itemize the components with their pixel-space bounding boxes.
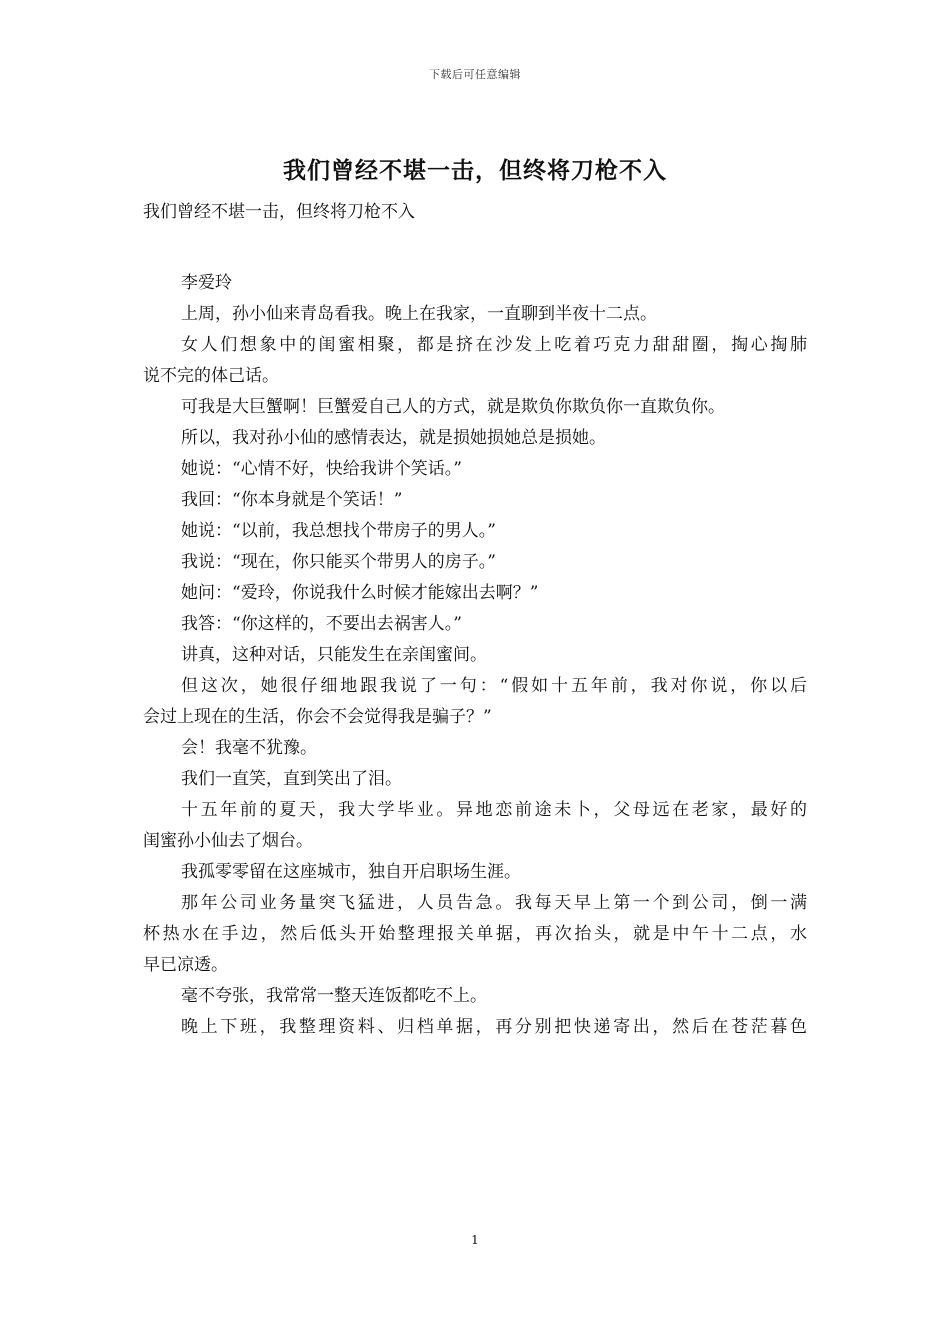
subtitle-line: 我们曾经不堪一击，但终将刀枪不入 — [143, 202, 415, 222]
paragraph-line: 晚上下班，我整理资料、归档单据，再分别把快递寄出，然后在苍茫暮色 — [181, 1017, 807, 1037]
paragraph-line: 会过上现在的生活，你会不会觉得我是骗子？” — [143, 707, 492, 727]
paragraph-line: 她说：“心情不好，快给我讲个笑话。” — [181, 459, 462, 479]
paragraph-line: 可我是大巨蟹啊！巨蟹爱自己人的方式，就是欺负你欺负你一直欺负你。 — [181, 397, 725, 417]
paragraph-line: 我们一直笑，直到笑出了泪。 — [181, 769, 402, 789]
paragraph-line: 我答：“你这样的，不要出去祸害人。” — [181, 614, 462, 634]
paragraph-line: 我说：“现在，你只能买个带男人的房子。” — [181, 552, 496, 572]
paragraph-line: 杯热水在手边，然后低头开始整理报关单据，再次抬头，就是中午十二点，水 — [143, 924, 807, 944]
paragraph-line: 我孤零零留在这座城市，独自开启职场生涯。 — [181, 862, 521, 882]
paragraph-line: 但这次，她很仔细地跟我说了一句：“假如十五年前，我对你说，你以后 — [181, 676, 807, 696]
blank-line — [143, 228, 807, 268]
paragraph-line: 她说：“以前，我总想找个带房子的男人。” — [181, 521, 496, 541]
page-header-note: 下载后可任意编辑 — [429, 68, 521, 81]
paragraph-line: 会！我毫不犹豫。 — [181, 738, 317, 758]
document-body — [143, 197, 807, 1043]
paragraph-line: 上周，孙小仙来青岛看我。晚上在我家，一直聊到半夜十二点。 — [181, 304, 657, 324]
paragraph-line: 十五年前的夏天，我大学毕业。异地恋前途未卜，父母远在老家，最好的 — [181, 800, 807, 820]
paragraph-line: 那年公司业务量突飞猛进，人员告急。我每天早上第一个到公司，倒一满 — [181, 893, 807, 913]
paragraph-line: 早已凉透。 — [143, 955, 228, 975]
paragraph-line: 说不完的体己话。 — [143, 366, 279, 386]
author-line: 李爱玲 — [181, 273, 232, 293]
paragraph-line: 闺蜜孙小仙去了烟台。 — [143, 831, 313, 851]
paragraph-line: 讲真，这种对话，只能发生在亲闺蜜间。 — [181, 645, 487, 665]
paragraph-line: 女人们想象中的闺蜜相聚，都是挤在沙发上吃着巧克力甜甜圈，掏心掏肺 — [181, 335, 807, 355]
paragraph-line: 所以，我对孙小仙的感情表达，就是损她损她总是损她。 — [181, 428, 606, 448]
paragraph-line: 她问：“爱玲，你说我什么时候才能嫁出去啊？” — [181, 583, 539, 603]
paragraph-line: 我回：“你本身就是个笑话！” — [181, 490, 403, 510]
document-title: 我们曾经不堪一击，但终将刀枪不入 — [283, 157, 667, 184]
paragraph-line: 毫不夸张，我常常一整天连饭都吃不上。 — [181, 986, 487, 1006]
page-number: 1 — [471, 1233, 479, 1247]
